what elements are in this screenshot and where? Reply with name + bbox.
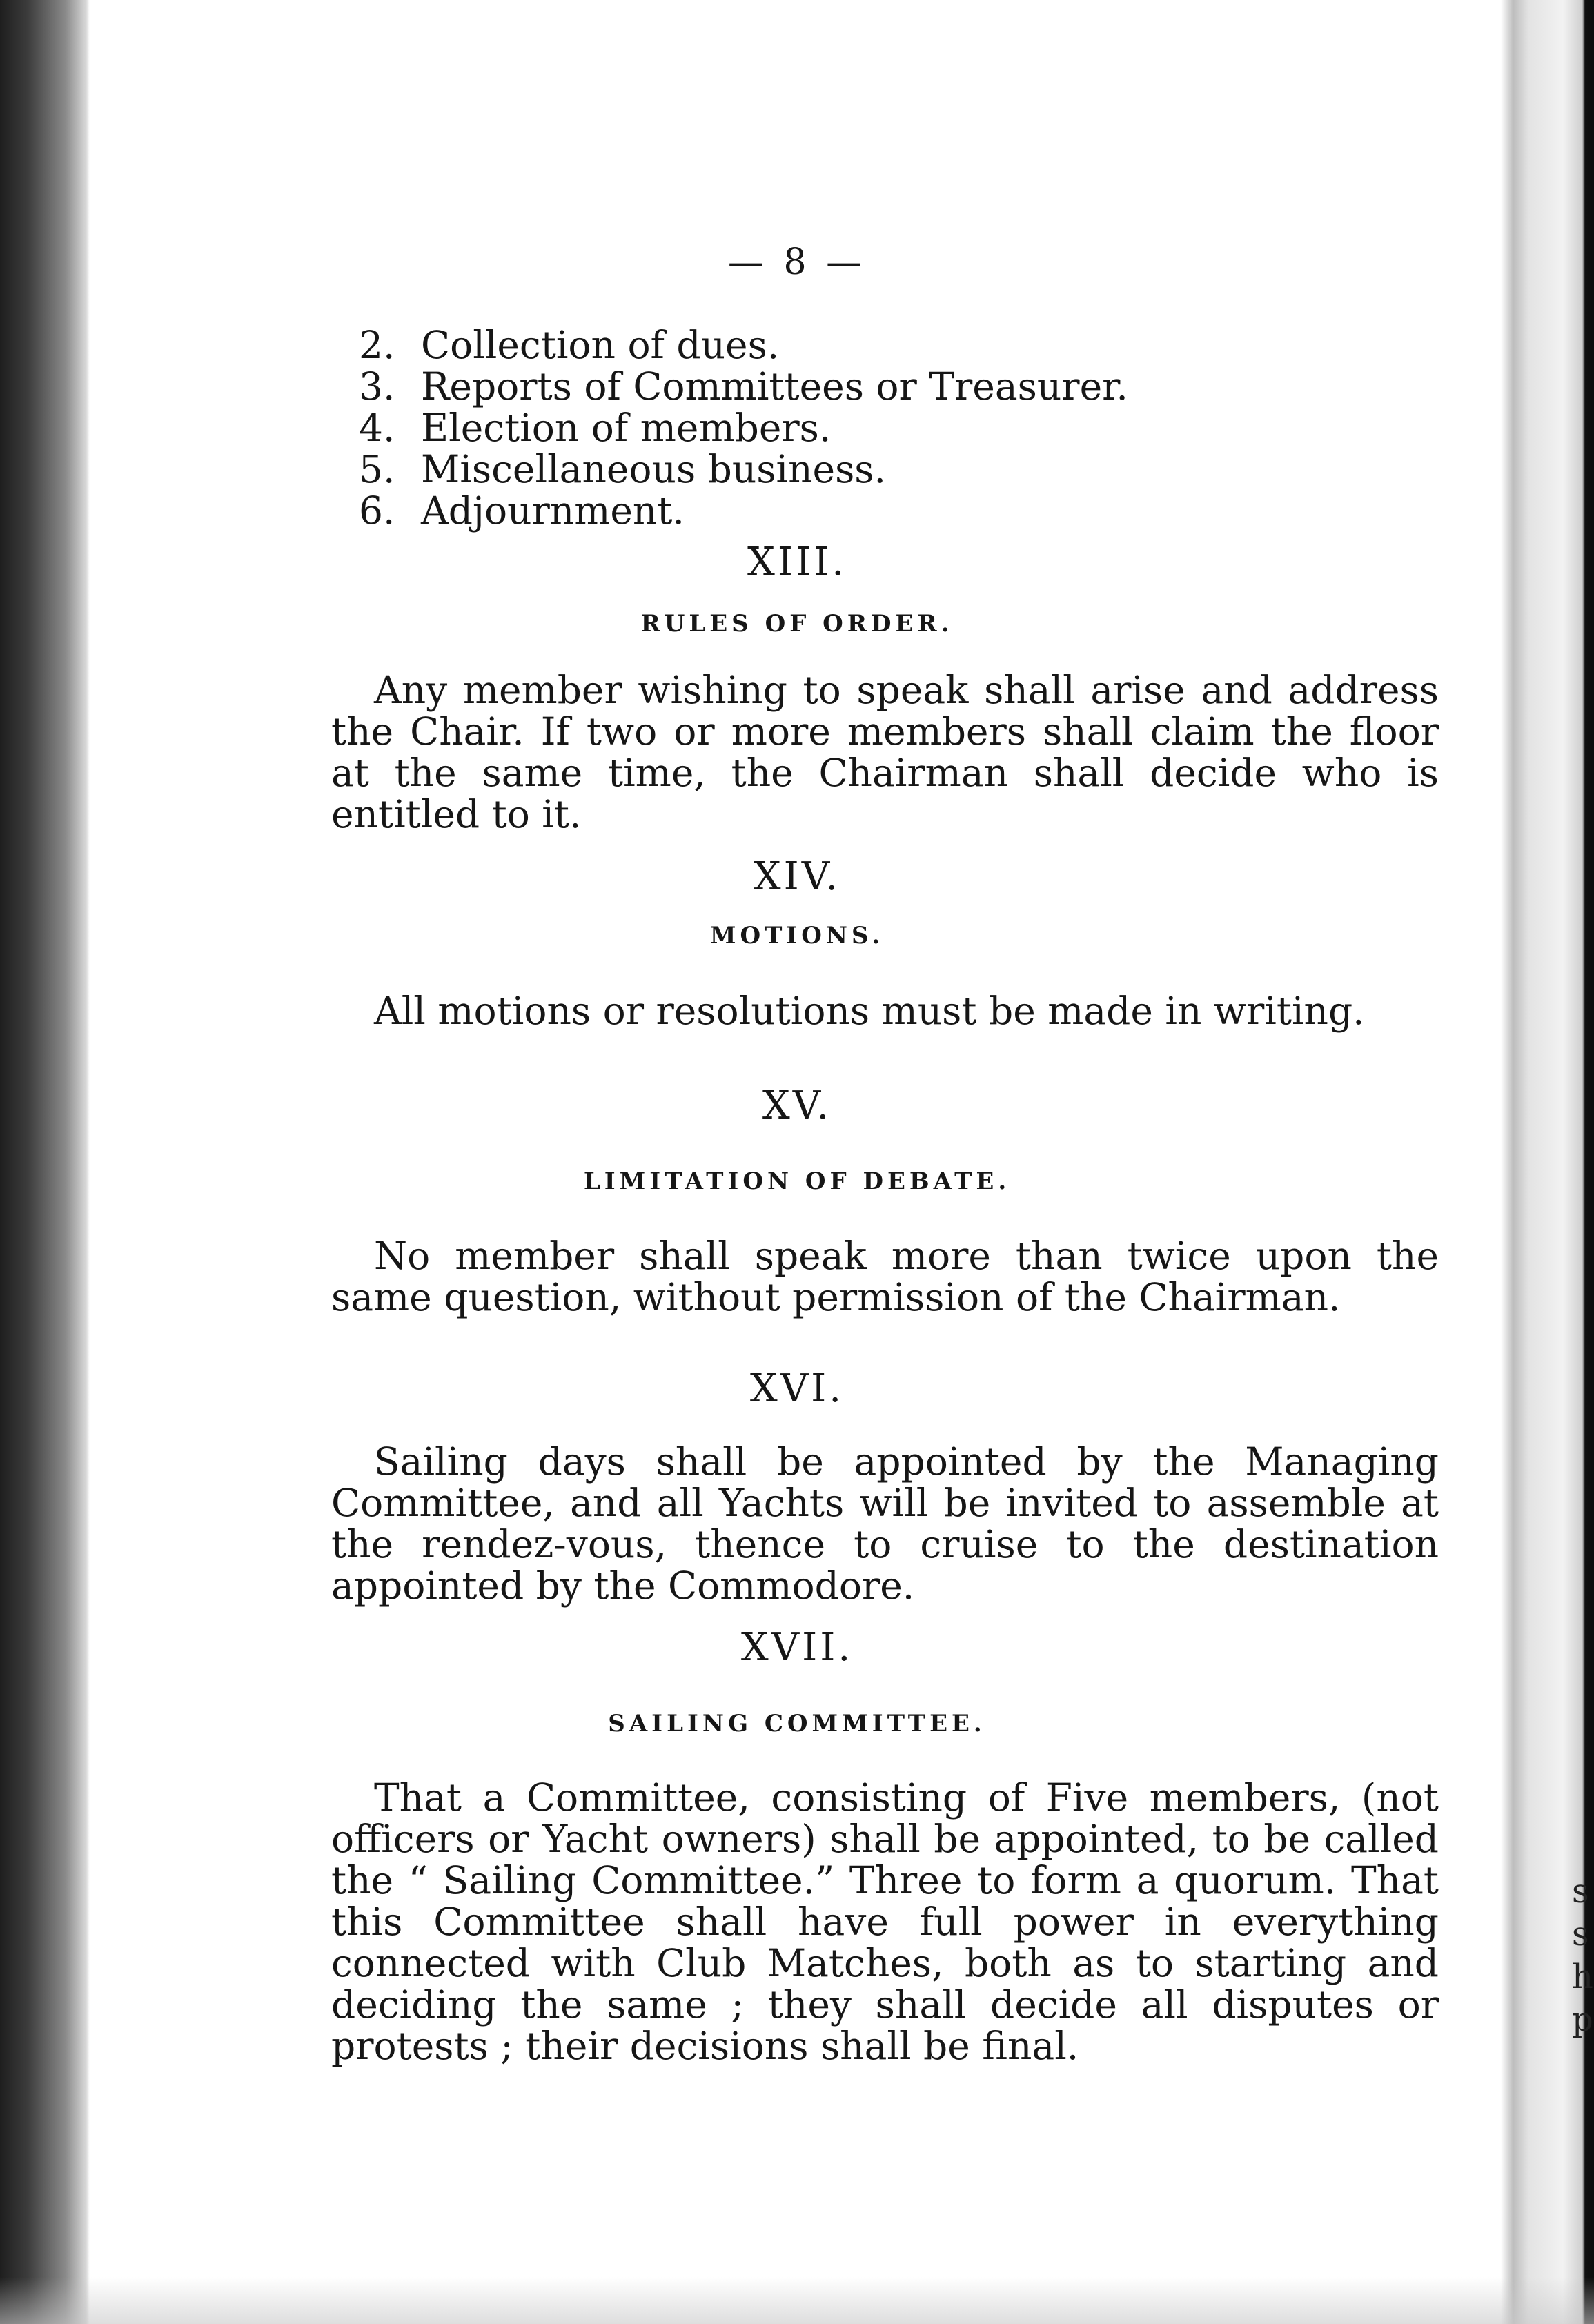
list-item: 3. Reports of Committees or Treasurer.	[359, 364, 1128, 408]
section-number-xvii: XVII.	[740, 1625, 854, 1670]
section-title-motions: MOTIONS.	[709, 922, 885, 949]
section-text-sailing-days: Sailing days shall be appointed by the Managing Committee, and all Yachts will be invited to assemble at the rendez-vous, thence to cruise to the destination appointed by the Commodore.	[331, 1439, 1439, 1608]
adjacent-page-margin-text: s s h p	[1572, 1872, 1593, 2039]
agenda-list	[359, 324, 1128, 531]
section-title-limitation-of-debate: LIMITATION OF DEBATE.	[583, 1168, 1011, 1195]
section-text-sailing-committee: That a Committee, consisting of Five members, (not officers or Yacht owners) shall be appointed, to be called the “ Sailing Committee.” Three to form a quorum. That this Committee shall have full power in everything connected with Club Matches, both as to starting and deciding the same ; they shall decide all disputes or protests ; their decisions shall be final.	[331, 1775, 1439, 2068]
section-text-motions: All motions or resolutions must be made in writing.	[374, 989, 1365, 1033]
section-title-sailing-committee: SAILING COMMITTEE.	[608, 1710, 986, 1737]
list-item: 4. Election of members.	[359, 406, 832, 450]
section-number-xvi: XVI.	[749, 1366, 845, 1411]
list-item: 6. Adjournment.	[359, 489, 685, 533]
list-item: 2. Collection of dues.	[359, 323, 780, 367]
list-item: 5. Miscellaneous business.	[359, 447, 887, 491]
section-text-rules-of-order: Any member wishing to speak shall arise and address the Chair. If two or more members shall claim the floor at the same time, the Chairman shall decide who is entitled to it.	[331, 668, 1439, 836]
section-text-limitation-of-debate: No member shall speak more than twice upon the same question, without permission of the Chairman.	[331, 1234, 1439, 1319]
page-number: — 8 —	[727, 242, 867, 283]
section-number-xiv: XIV.	[753, 854, 841, 899]
section-title-rules-of-order: RULES OF ORDER.	[640, 610, 954, 638]
section-number-xv: XV.	[762, 1083, 832, 1128]
section-number-xiii: XIII.	[747, 540, 847, 584]
